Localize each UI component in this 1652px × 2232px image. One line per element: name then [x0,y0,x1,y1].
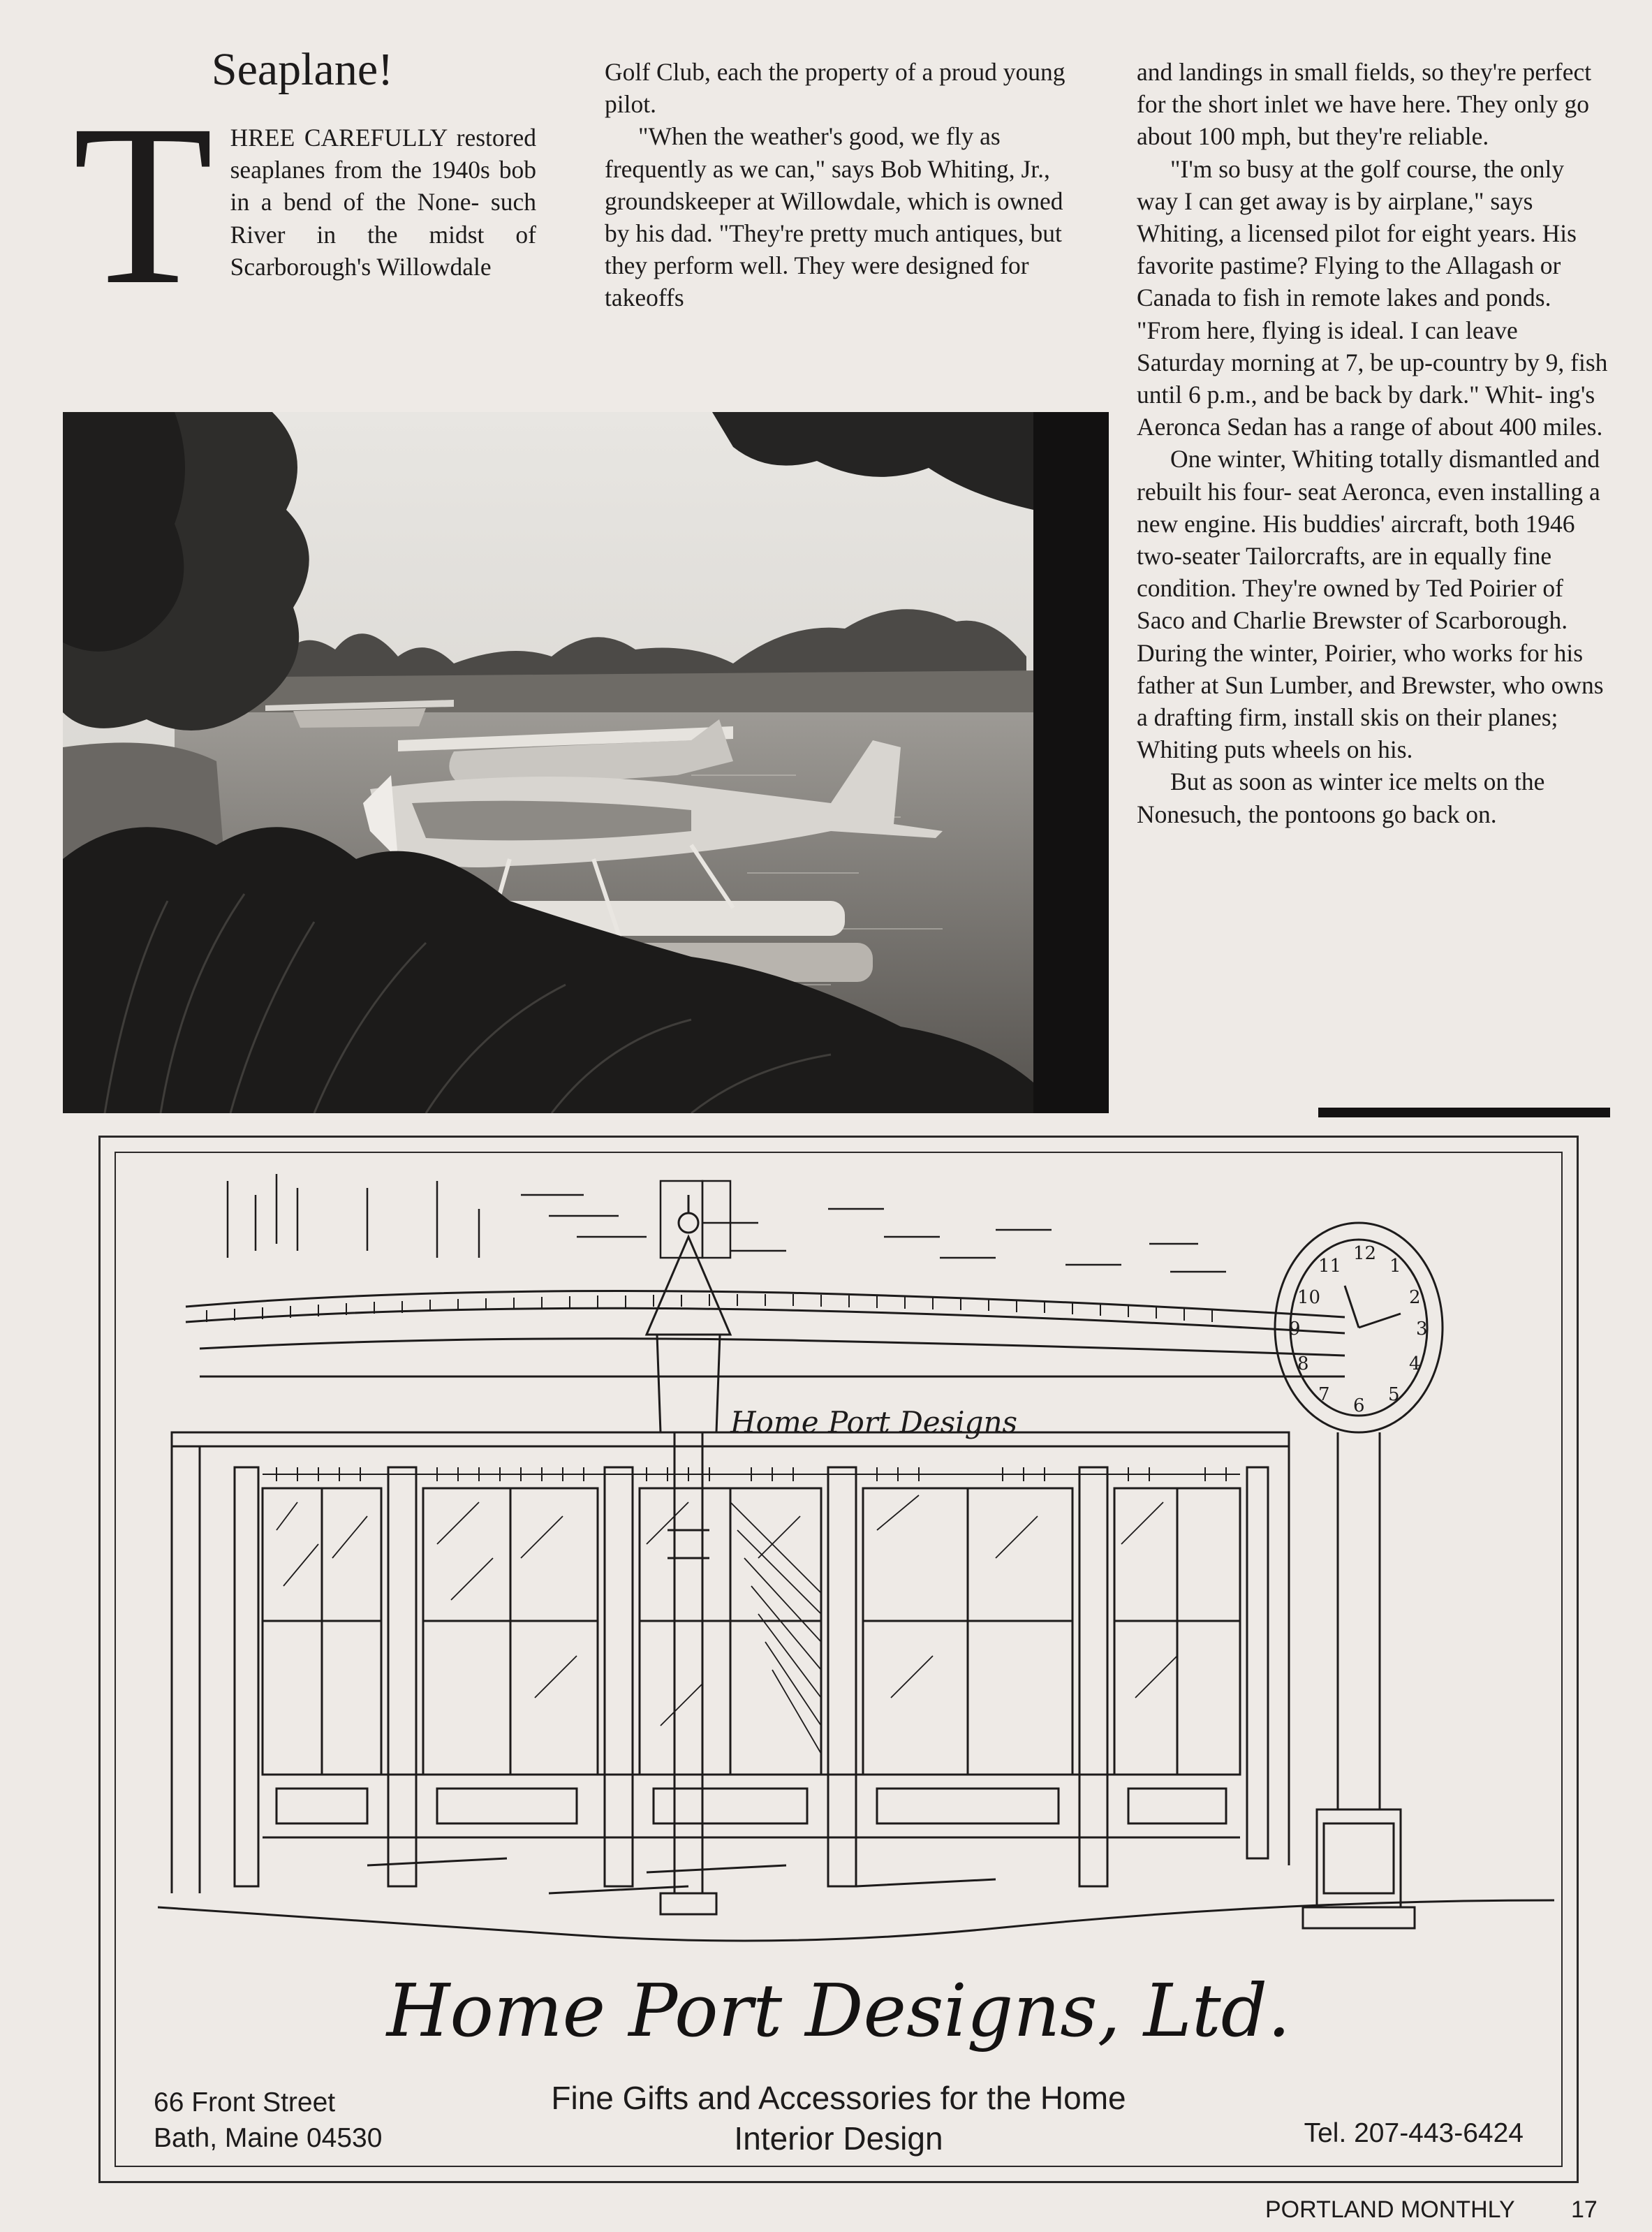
clock-numeral: 9 [1289,1319,1301,1339]
ad-phone: Tel. 207-443-6424 [1304,2118,1524,2148]
clock-numeral: 11 [1318,1256,1342,1277]
clock-numeral: 1 [1389,1256,1401,1277]
article-paragraph: Golf Club, each the property of a proud young pilot. [605,58,1065,119]
clock-numeral: 5 [1388,1384,1400,1405]
clock-numeral: 4 [1409,1353,1421,1374]
article-paragraph: and landings in small fields, so they're perfect for the short inlet we have here. They only go about 100 mph, but they're reliable. [1137,58,1592,151]
publication-name: PORTLAND MONTHLY [1265,2196,1515,2223]
drop-cap: T [73,78,214,332]
clock-numeral: 6 [1353,1395,1365,1416]
ad-city: Bath, Maine 04530 [154,2123,383,2153]
article-column-1 [68,42,536,332]
article-paragraph: One winter, Whiting totally dismantled and rebuilt his four- seat Aeronca, even installing a new engine. His buddies' aircraft, both 1946 two-seater Tailorcrafts, are in equally fine condition. They're owned by Ted Poirier of Saco and Charlie Brewster of Scarborough. During the winter, Poirier, who works for his father at Sun Lumber, and Brewster, who owns a drafting firm, install skis on their planes; Whiting puts wheels on his. [1137,445,1604,764]
clock-numeral: 10 [1297,1287,1321,1308]
home-port-designs-ad [98,1136,1579,2183]
ad-inner-border [115,1152,1563,2167]
clock-numeral: 7 [1318,1384,1330,1405]
article-paragraph: "When the weather's good, we fly as frequently as we can," says Bob Whiting, Jr., groundskeeper at Willowdale, which is owned by his dad. "They're pretty much antiques, but they perform well. They were designed for takeoffs [605,122,1063,312]
clock-numeral: 3 [1416,1319,1428,1339]
end-of-article-rule [1318,1108,1610,1117]
ad-tagline: Fine Gifts and Accessories for the Home [551,2080,1126,2116]
seaplane-photo [63,412,1109,1113]
clock-numeral: 12 [1353,1243,1377,1264]
page-number: 17 [1571,2196,1598,2223]
ad-tagline-secondary: Interior Design [734,2120,943,2157]
ad-street: 66 Front Street [154,2087,336,2117]
article-paragraph: "I'm so busy at the golf course, the only way I can get away is by airplane," says Whiting, a licensed pilot for eight years. His favorite pastime? Flying to the Allagash or Canada to fish in remote lakes and ponds. "From here, flying is ideal. I can leave Saturday morning at 7, be up-country by 9, fish until 6 p.m., and be back by dark." Whit- ing's Aeronca Sedan has a range of about 400 miles. [1137,154,1608,441]
storefront-illustration [158,1167,1554,1949]
ad-company-name: Home Port Designs, Ltd. [386,1968,1291,2053]
article-column-2 [605,56,1072,314]
article-column-3 [1137,56,1612,830]
storefront-sign: Home Port Designs [730,1405,1018,1439]
article-lead-paragraph: HREE CAREFULLY restored seaplanes from the 1940s bob in a bend of the None- such River in the midst of Scarborough's Willowdale [230,124,536,281]
clock-numeral: 2 [1409,1287,1421,1308]
clock-numeral: 8 [1297,1353,1309,1374]
article-title: Seaplane! [211,44,394,95]
article-paragraph: But as soon as winter ice melts on the Nonesuch, the pontoons go back on. [1137,768,1545,828]
ad-address [154,2085,382,2156]
